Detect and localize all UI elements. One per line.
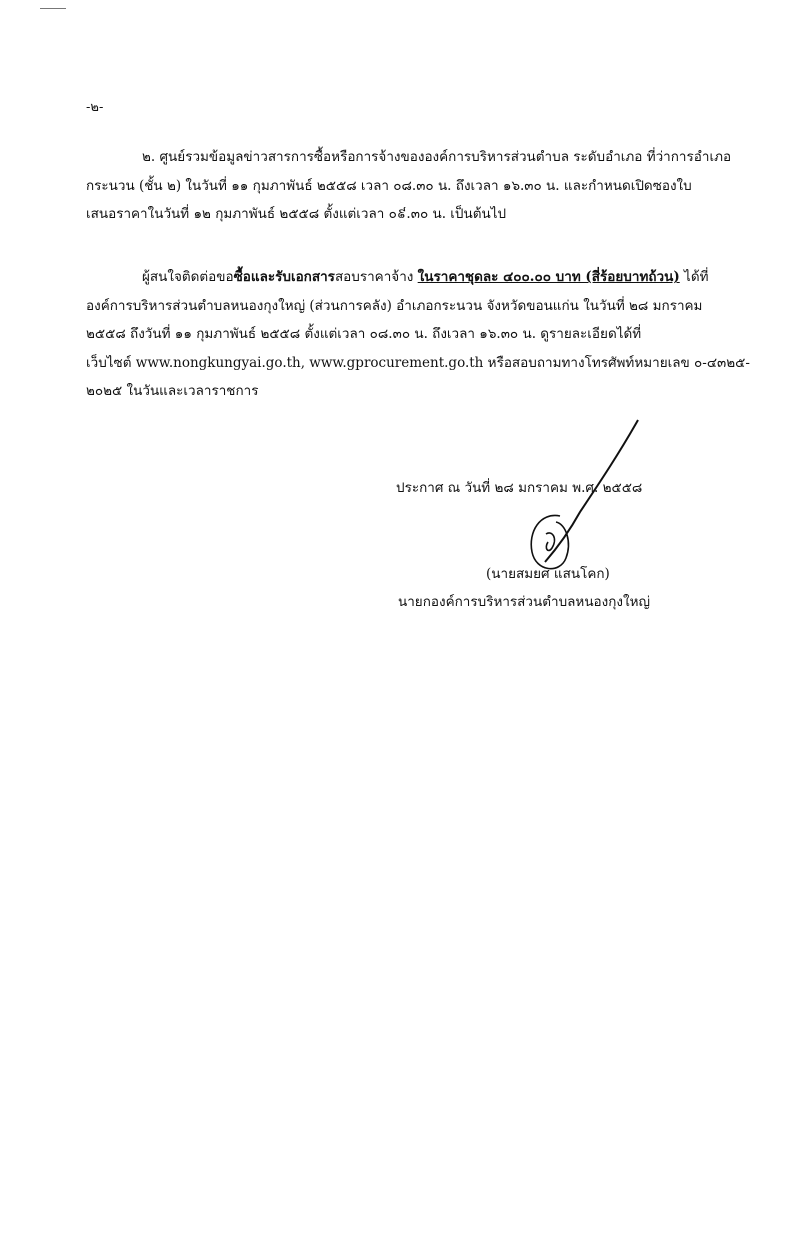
- announcement-date: ประกาศ ณ วันที่ ๒๘ มกราคม พ.ศ. ๒๕๕๘: [396, 480, 643, 496]
- text-run: ได้ที่: [679, 269, 709, 285]
- paragraph-line: ๒๕๕๘ ถึงวันที่ ๑๑ กุมภาพันธ์ ๒๕๕๘ ตั้งแต่เวลา ๐๘.๓๐ น. ถึงเวลา ๑๖.๓๐ น. ดูรายละเอียดได้ที่: [86, 326, 642, 342]
- signer-name: (นายสมยศ แสนโคก): [486, 566, 610, 582]
- text-run-bold: ซื้อและรับเอกสาร: [233, 269, 335, 285]
- paragraph-line: กระนวน (ชั้น ๒) ในวันที่ ๑๑ กุมภาพันธ์ ๒๕๕๘ เวลา ๐๘.๓๐ น. ถึงเวลา ๑๖.๓๐ น. และกำหนดเปิดซองใบ: [86, 177, 692, 194]
- paragraph-line: [86, 263, 726, 292]
- signer-title: นายกองค์การบริหารส่วนตำบลหนองกุงใหญ่: [398, 594, 651, 610]
- scan-artifact: [40, 8, 66, 9]
- paragraph-info-center: [86, 143, 732, 229]
- text-run: สอบราคาจ้าง: [334, 269, 418, 285]
- text-run: ผู้สนใจติดต่อขอ: [142, 269, 234, 285]
- paragraph-line: ๒. ศูนย์รวมข้อมูลข่าวสารการซื้อหรือการจ้างขององค์การบริหารส่วนตำบล ระดับอำเภอ ที่ว่าการอำเภอ: [142, 149, 732, 165]
- page-number: -๒-: [86, 100, 104, 115]
- paragraph-line: องค์การบริหารส่วนตำบลหนองกุงใหญ่ (ส่วนการคลัง) อำเภอกระนวน จังหวัดขอนแก่น ในวันที่ ๒๘ มกราคม: [86, 297, 703, 314]
- paragraph-line: ๒๐๒๕ ในวันและเวลาราชการ: [86, 383, 259, 399]
- paragraph-purchase-docs: [86, 263, 750, 406]
- handwritten-signature: [500, 412, 660, 582]
- paragraph-line: เว็บไซต์ www.nongkungyai.go.th, www.gprocurement.go.th หรือสอบถามทางโทรศัพท์หมายเลข ๐-๔๓๒๕-: [86, 354, 750, 371]
- paragraph-line: เสนอราคาในวันที่ ๑๒ กุมภาพันธ์ ๒๕๕๘ ตั้งแต่เวลา ๐៩.๓๐ น. เป็นต้นไป: [86, 206, 507, 222]
- price-text: ในราคาชุดละ ๔๐๐.๐๐ บาท (สี่ร้อยบาทถ้วน): [417, 269, 680, 285]
